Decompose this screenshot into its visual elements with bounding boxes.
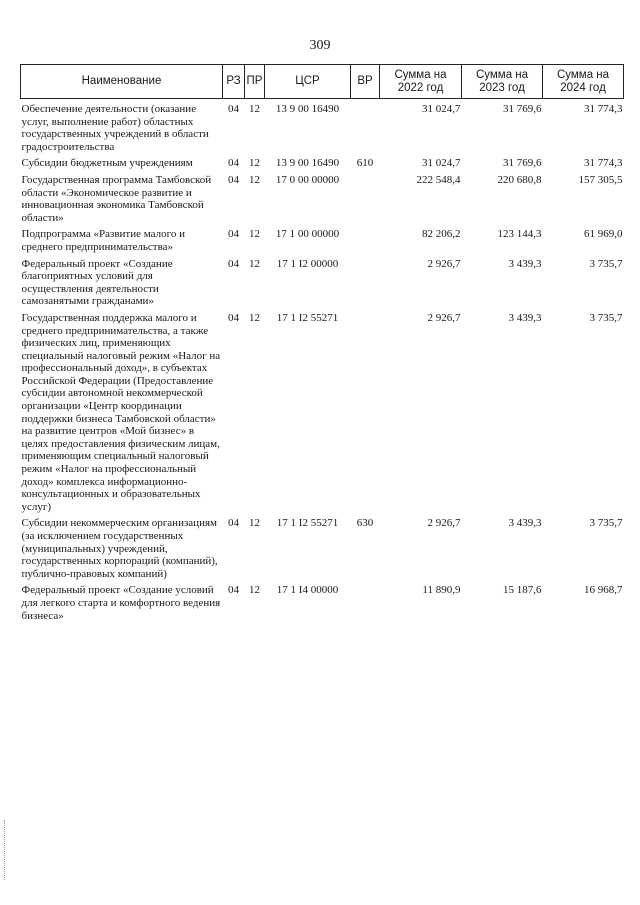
- table-row: [21, 258, 624, 312]
- row-name: Обеспечение деятельности (оказание услуг, выполнение работ) областных государственных учреждений в области градостроительства: [21, 103, 209, 153]
- row-rz: 04: [228, 157, 239, 170]
- table-row: [21, 99, 624, 158]
- row-sum-2022: 2 926,7: [427, 257, 461, 270]
- row-rz: 04: [228, 228, 239, 241]
- row-sum-2024: 16 968,7: [584, 584, 623, 597]
- row-sum-2024: 61 969,0: [584, 228, 623, 241]
- row-csr: 17 1 I2 55271: [276, 311, 339, 324]
- row-sum-2024: 31 774,3: [584, 103, 623, 115]
- table-row: [21, 584, 624, 626]
- row-sum-2023: 3 439,3: [508, 311, 542, 324]
- row-pr: 12: [249, 228, 260, 241]
- row-name: Подпрограмма «Развитие малого и среднего предпринимательства»: [21, 228, 185, 253]
- table-row: [21, 517, 624, 584]
- column-header-vr: ВР: [351, 65, 380, 99]
- row-pr: 12: [249, 517, 260, 530]
- column-header-pr: ПР: [245, 65, 265, 99]
- row-sum-2023: 220 680,8: [497, 173, 542, 186]
- row-rz: 04: [228, 311, 239, 324]
- column-header-sum-2024: Сумма на 2024 год: [543, 65, 624, 99]
- row-sum-2022: 222 548,4: [416, 173, 461, 186]
- row-pr: 12: [249, 103, 260, 115]
- row-sum-2023: 31 769,6: [503, 157, 542, 170]
- column-header-csr: ЦСР: [265, 65, 351, 99]
- row-csr: 13 9 00 16490: [275, 157, 340, 170]
- row-vr: [351, 312, 380, 518]
- row-sum-2023: 15 187,6: [503, 584, 542, 597]
- budget-table: [20, 64, 624, 626]
- row-pr: 12: [249, 173, 260, 186]
- column-header-sum-2022: Сумма на 2022 год: [380, 65, 462, 99]
- row-pr: 12: [249, 157, 260, 170]
- row-csr: 13 9 00 16490: [275, 103, 340, 115]
- row-sum-2023: 123 144,3: [497, 228, 542, 241]
- row-vr: [351, 584, 380, 626]
- row-name: Субсидии бюджетным учреждениям: [21, 157, 193, 170]
- column-header-name: Наименование: [21, 65, 223, 99]
- table-row: [21, 228, 624, 257]
- table-row: [21, 174, 624, 228]
- row-pr: 12: [249, 584, 260, 597]
- row-sum-2024: 31 774,3: [584, 157, 623, 170]
- row-name: Субсидии некоммерческим организациям (за исключением государственных (муниципальных) учреждений, государственных корпораций (компаний), публично-правовых компаний): [21, 517, 218, 580]
- row-sum-2024: 157 305,5: [578, 173, 623, 186]
- row-sum-2022: 31 024,7: [422, 103, 461, 115]
- row-vr: 630: [356, 517, 374, 530]
- row-vr: [351, 228, 380, 257]
- row-csr: 17 1 I2 55271: [276, 517, 339, 530]
- row-sum-2024: 3 735,7: [589, 257, 623, 270]
- row-pr: 12: [249, 257, 260, 270]
- table-row: [21, 312, 624, 518]
- row-sum-2022: 31 024,7: [422, 157, 461, 170]
- scan-margin-artifact: [4, 820, 7, 880]
- row-rz: 04: [228, 584, 239, 597]
- column-header-sum-2023: Сумма на 2023 год: [462, 65, 543, 99]
- row-sum-2023: 31 769,6: [503, 103, 542, 115]
- row-name: Государственная поддержка малого и среднего предпринимательства, а также физических лиц, применяющих специальный налоговый режим «Налог на профессиональный доход», в субъектах Российской Федерации (Предоставление субсидии автономной некоммерческой организации «Центр координации поддержки бизнеса Тамбовской области» на развитие центров «Мой бизнес» в целях предоставления физическим лицам, применяющим специальный налоговый режим «Налог на профессиональный доход» комплекса информационно-консультационных и образовательных услуг): [21, 311, 221, 513]
- row-pr: 12: [249, 311, 260, 324]
- row-sum-2022: 2 926,7: [427, 517, 461, 530]
- page-number: 309: [309, 38, 331, 53]
- row-rz: 04: [228, 173, 239, 186]
- row-name: Федеральный проект «Создание условий для легкого старта и комфортного ведения бизнеса»: [21, 584, 221, 622]
- row-sum-2023: 3 439,3: [508, 257, 542, 270]
- row-sum-2024: 3 735,7: [589, 311, 623, 324]
- row-rz: 04: [228, 517, 239, 530]
- row-vr: [351, 174, 380, 228]
- row-csr: 17 1 I4 00000: [276, 584, 339, 597]
- row-csr: 17 1 I2 00000: [276, 257, 339, 270]
- row-rz: 04: [228, 257, 239, 270]
- row-vr: [351, 258, 380, 312]
- table-row: [21, 157, 624, 174]
- row-name: Федеральный проект «Создание благоприятных условий для осуществления деятельности самозанятыми гражданами»: [21, 257, 173, 308]
- row-csr: 17 1 00 00000: [275, 228, 340, 241]
- row-name: Государственная программа Тамбовской области «Экономическое развитие и инновационная экономика Тамбовской области»: [21, 173, 212, 224]
- table-header-row: [21, 65, 624, 99]
- column-header-rz: РЗ: [223, 65, 245, 99]
- row-vr: [351, 99, 380, 158]
- row-sum-2022: 82 206,2: [422, 228, 461, 241]
- row-sum-2024: 3 735,7: [589, 517, 623, 530]
- row-vr: 610: [356, 157, 374, 170]
- row-csr: 17 0 00 00000: [275, 173, 340, 186]
- row-rz: 04: [228, 103, 239, 115]
- row-sum-2022: 2 926,7: [427, 311, 461, 324]
- row-sum-2023: 3 439,3: [508, 517, 542, 530]
- row-sum-2022: 11 890,9: [422, 584, 461, 597]
